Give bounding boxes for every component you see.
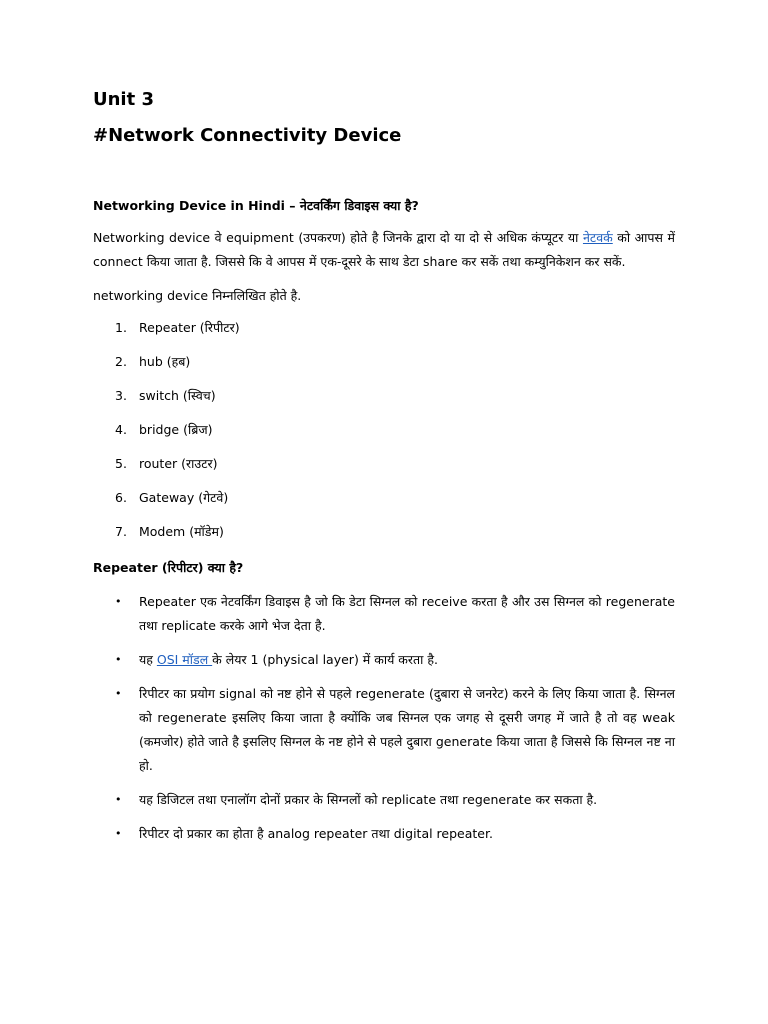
list-item <box>93 822 675 846</box>
main-heading: #Network Connectivity Device <box>93 125 402 146</box>
intro-paragraph <box>93 226 675 274</box>
bullet-icon: • <box>115 653 122 666</box>
bullet-icon: • <box>115 687 122 700</box>
bullet-icon: • <box>115 793 122 806</box>
list-item-label: Repeater (रिपीटर) <box>139 320 240 335</box>
bullet-text <box>139 648 675 672</box>
list-number: 7. <box>115 524 127 539</box>
list-item-label: hub (हब) <box>139 354 191 369</box>
bullet-text-part2: के लेयर 1 (physical layer) में कार्य करता है. <box>212 652 438 667</box>
intro-heading: Networking Device in Hindi – नेटवर्किंग डिवाइस क्या है? <box>93 198 419 213</box>
list-number: 4. <box>115 422 127 437</box>
list-item <box>93 590 675 638</box>
list-item <box>93 318 675 352</box>
list-item-label: Gateway (गेटवे) <box>139 490 229 505</box>
list-number: 1. <box>115 320 127 335</box>
bullet-text: यह डिजिटल तथा एनालॉग दोनों प्रकार के सिग्नलों को replicate तथा regenerate कर सकता है. <box>139 792 598 807</box>
intro-text-part1: Networking device वे equipment (उपकरण) होते है जिनके द्वारा दो या दो से अधिक कंप्यूटर या <box>93 230 583 245</box>
list-number: 6. <box>115 490 127 505</box>
bullet-icon: • <box>115 595 122 608</box>
list-item-label: switch (स्विच) <box>139 388 216 403</box>
list-item-label: router (राउटर) <box>139 456 218 471</box>
bullet-text-part1: यह <box>139 652 157 667</box>
list-item <box>93 352 675 386</box>
osi-model-link[interactable]: OSI मॉडल <box>156 652 213 667</box>
device-list <box>93 318 675 556</box>
list-number: 2. <box>115 354 127 369</box>
list-item <box>93 488 675 522</box>
bullet-icon: • <box>115 827 122 840</box>
list-number: 5. <box>115 456 127 471</box>
intro-text-part2: को आपस में connect किया जाता है. जिससे कि वे आपस में एक-दूसरे के साथ डेटा share कर सकें तथा कम्युनिकेशन कर सकें. <box>93 230 675 269</box>
document-page <box>93 88 675 856</box>
list-number: 3. <box>115 388 127 403</box>
unit-title: Unit 3 <box>93 89 154 110</box>
bullet-text: Repeater एक नेटवर्किंग डिवाइस है जो कि डेटा सिग्नल को receive करता है और उस सिग्नल को regenerate तथा replicate करके आगे भेज देता है. <box>139 594 675 633</box>
list-item-label: bridge (ब्रिज) <box>139 422 213 437</box>
network-link[interactable]: नेटवर्क <box>582 230 613 245</box>
list-item <box>93 682 675 778</box>
bullet-text: रिपीटर का प्रयोग signal को नष्ट होने से पहले regenerate (दुबारा से जनरेट) करने के लिए किया जाता है. सिग्नल को regenerate इसलिए किया जाता है क्योंकि जब सिग्नल एक जगह से दूसरी जगह में जाते है तो वह weak (कमजोर) होते जाते है इसलिए सिग्नल के नष्ट होने से पहले दुबारा generate किया जाता है जिससे कि सिग्नल नष्ट ना हो. <box>139 686 675 773</box>
list-item <box>93 386 675 420</box>
list-item <box>93 522 675 556</box>
list-item <box>93 420 675 454</box>
list-item <box>93 788 675 812</box>
list-intro: networking device निम्नलिखित होते है. <box>93 288 302 303</box>
list-item-label: Modem (मॉडेम) <box>139 524 224 539</box>
bullet-text: रिपीटर दो प्रकार का होता है analog repeater तथा digital repeater. <box>139 826 493 841</box>
list-item <box>93 454 675 488</box>
repeater-bullet-list <box>93 590 675 846</box>
repeater-heading: Repeater (रिपीटर) क्या है? <box>93 560 244 575</box>
list-item <box>93 648 675 672</box>
